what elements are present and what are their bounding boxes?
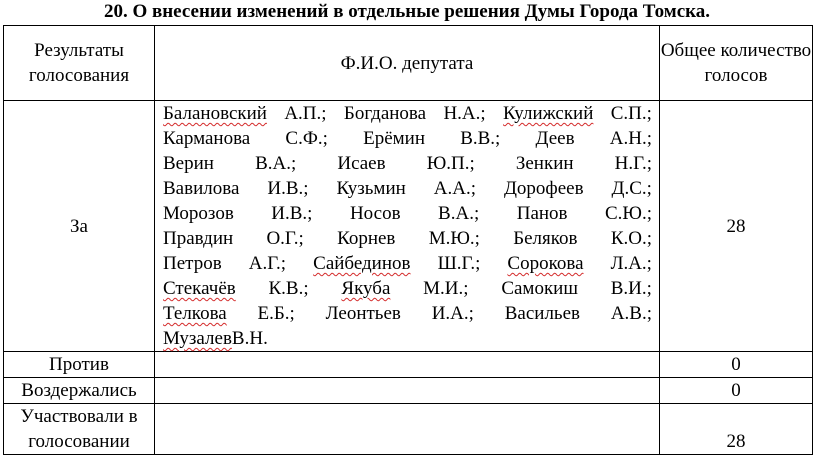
section-title: 20. О внесении изменений в отдельные решения Думы Города Томска. bbox=[103, 1, 711, 22]
row-vozderzhalis bbox=[4, 378, 813, 404]
protiv-label: Против bbox=[4, 352, 155, 378]
header-total-text: Общее количество голосов bbox=[660, 40, 812, 86]
row-za bbox=[4, 101, 813, 352]
header-result-text: Результаты голосования bbox=[28, 40, 130, 86]
header-deputy-text: Ф.И.О. депутата bbox=[340, 52, 474, 74]
protiv-names bbox=[155, 352, 660, 378]
uchastvovali-label: Участвовали в голосовании bbox=[4, 404, 155, 455]
za-count: 28 bbox=[660, 101, 813, 352]
header-result bbox=[4, 26, 155, 101]
deputy-names-line: Петров А.Г.; Сайбединов Ш.Г.; Сорокова Л.А.; bbox=[163, 253, 652, 274]
header-deputy bbox=[155, 26, 660, 101]
header-row bbox=[4, 26, 813, 101]
za-label: За bbox=[4, 101, 155, 352]
row-protiv bbox=[4, 352, 813, 378]
header-total bbox=[660, 26, 813, 101]
vozderzhalis-count: 0 bbox=[660, 378, 813, 404]
uchastvovali-names bbox=[155, 404, 660, 455]
deputy-names-line: Правдин О.Г.; Корнев М.Ю.; Беляков К.О.; bbox=[163, 228, 652, 249]
deputy-names-line: Стекачёв К.В.; Якуба М.И.; Самокиш В.И.; bbox=[163, 278, 652, 299]
deputy-names-line: Музалев В.Н. bbox=[163, 328, 268, 349]
deputy-names bbox=[155, 101, 659, 351]
deputy-names-line: Карманова С.Ф.; Ерёмин В.В.; Деев А.Н.; bbox=[163, 128, 652, 149]
za-names-cell bbox=[155, 101, 660, 352]
deputy-names-line: Морозов И.В.; Носов В.А.; Панов С.Ю.; bbox=[163, 203, 652, 224]
protiv-count: 0 bbox=[660, 352, 813, 378]
deputy-names-line: Вавилова И.В.; Кузьмин А.А.; Дорофеев Д.С.; bbox=[163, 178, 652, 199]
row-uchastvovali bbox=[4, 404, 813, 455]
deputy-names-line: Телкова Е.Б.; Леонтьев И.А.; Васильев А.В.; bbox=[163, 303, 652, 324]
deputy-names-line: Верин В.А.; Исаев Ю.П.; Зенкин Н.Г.; bbox=[163, 153, 652, 174]
vozderzhalis-names bbox=[155, 378, 660, 404]
uchastvovali-count: 28 bbox=[660, 404, 813, 455]
vozderzhalis-label: Воздержались bbox=[4, 378, 155, 404]
deputy-names-line: Балановский А.П.; Богданова Н.А.; Кулижский С.П.; bbox=[163, 103, 652, 124]
voting-table bbox=[3, 25, 813, 455]
